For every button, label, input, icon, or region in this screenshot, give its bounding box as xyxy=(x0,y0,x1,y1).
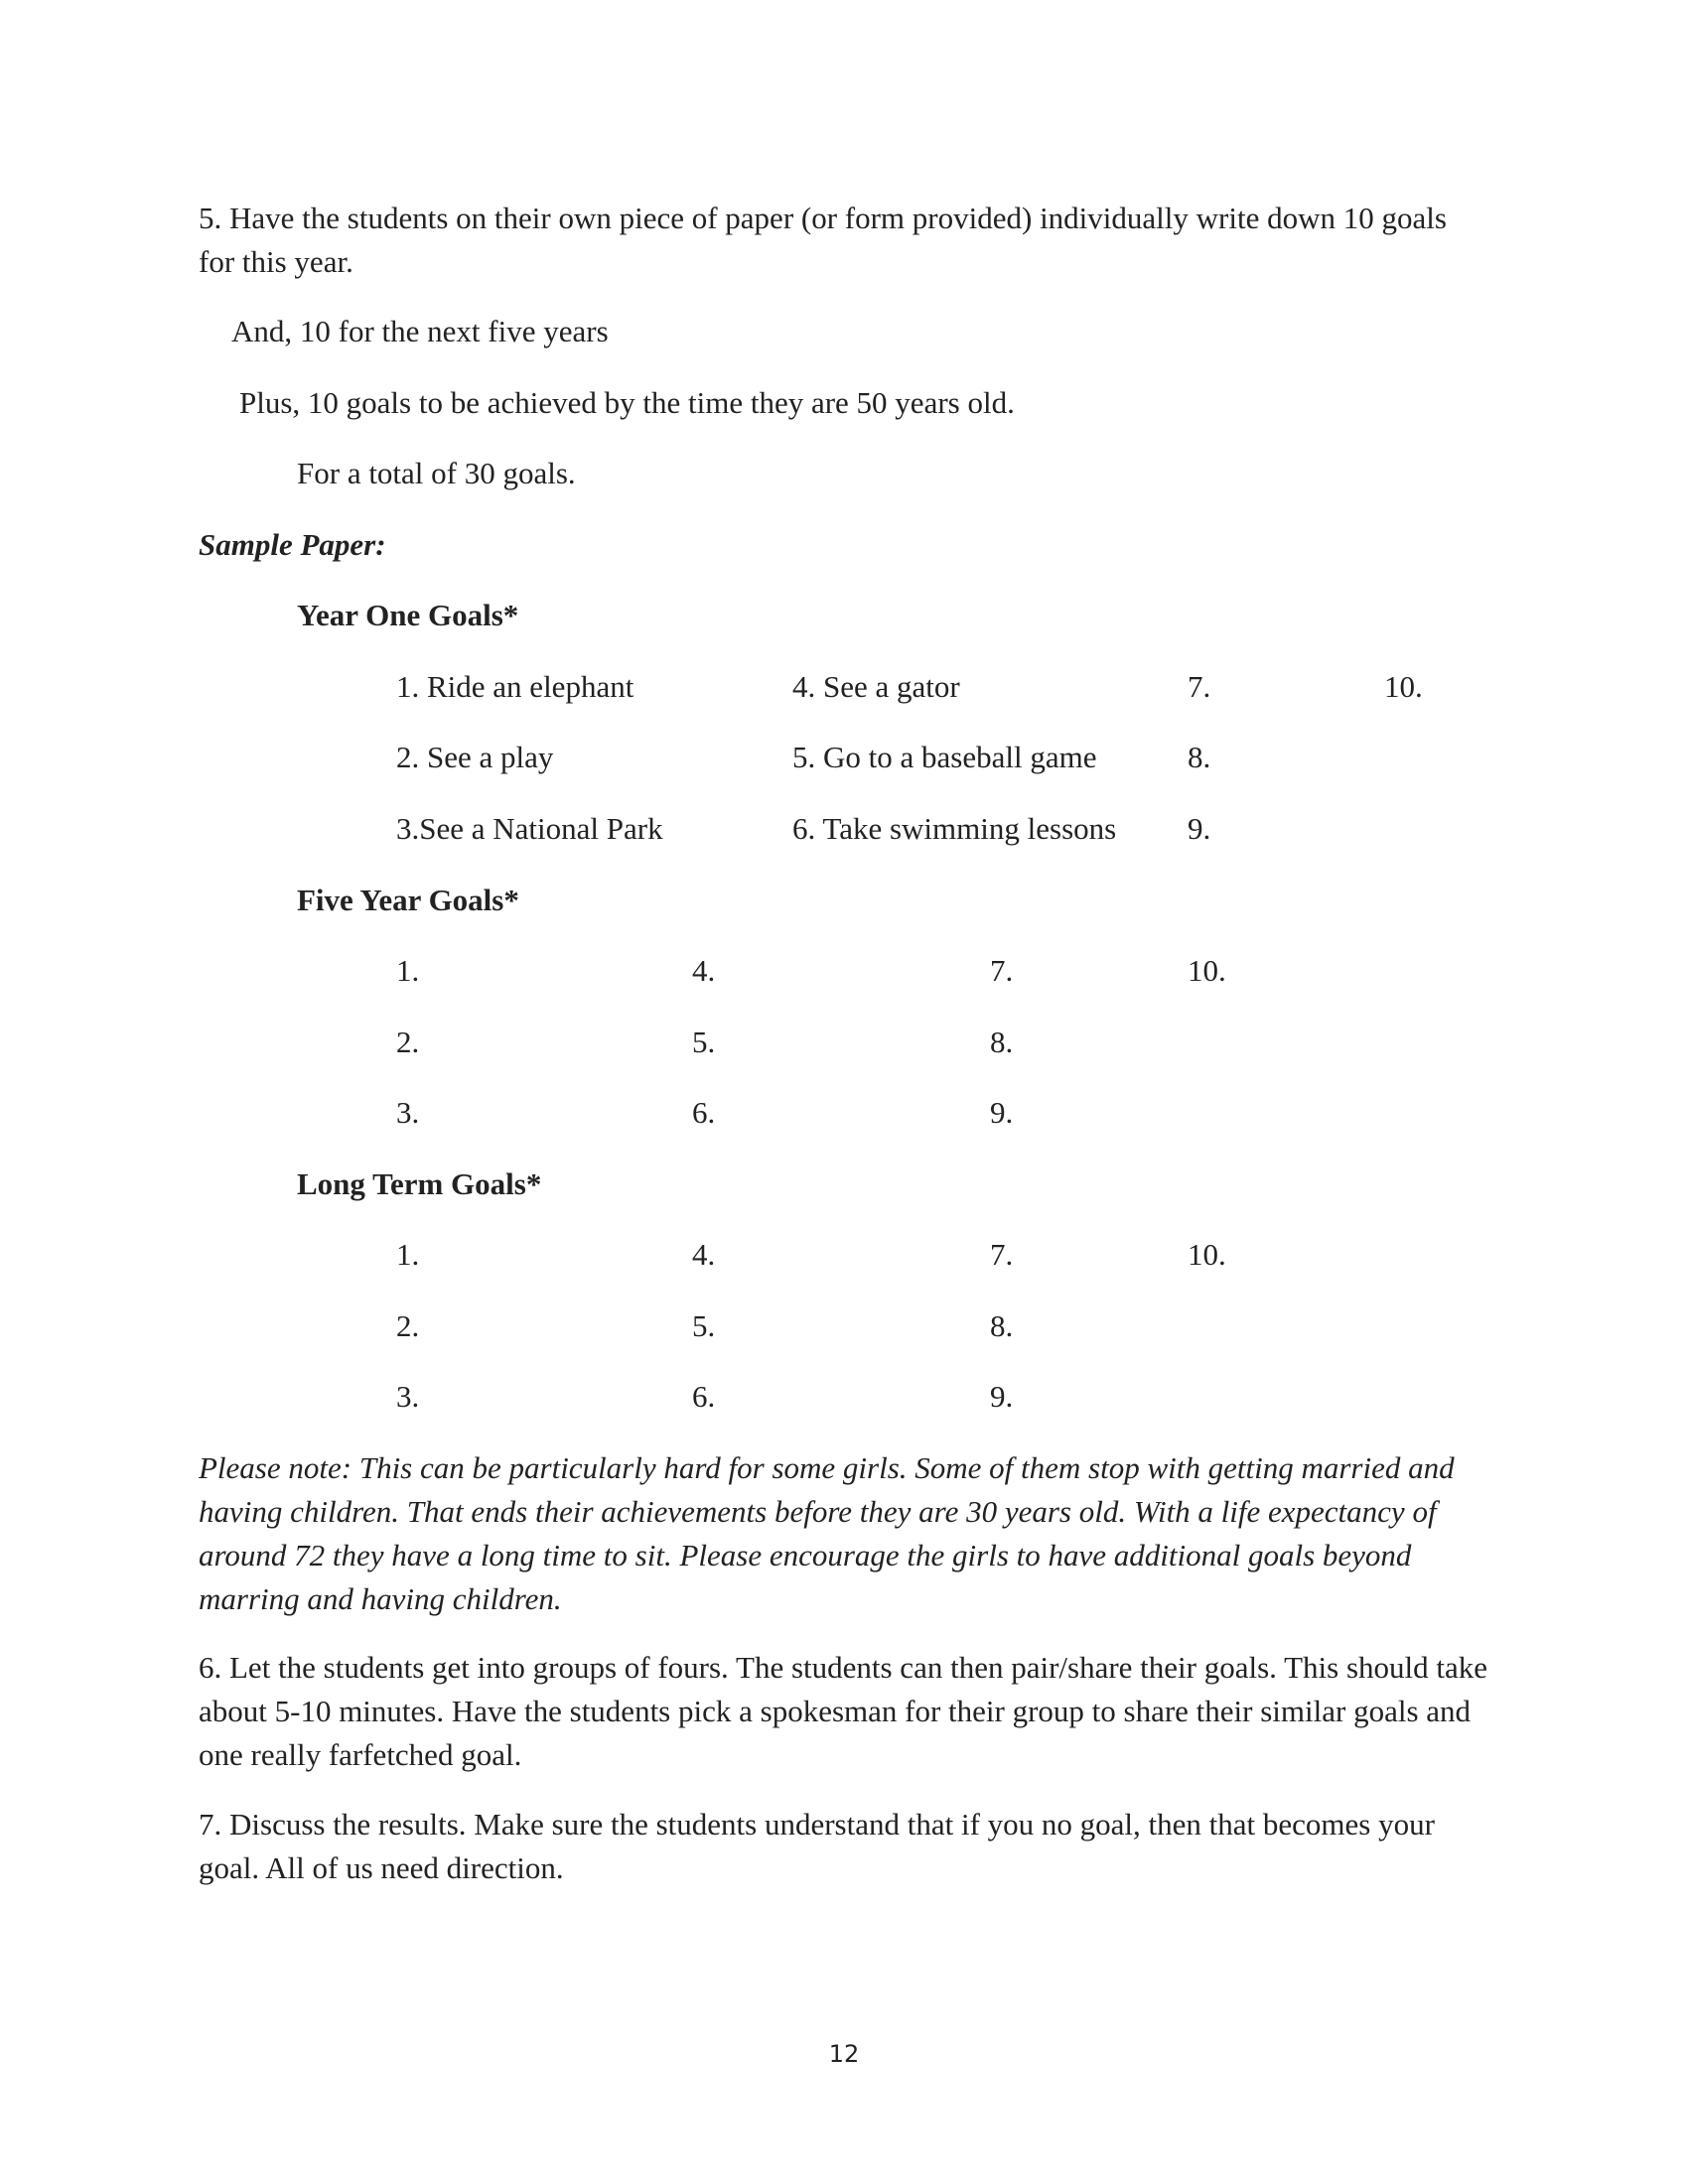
year-one-goal-1: 1. Ride an elephant xyxy=(396,669,634,704)
five-year-goals-heading: Five Year Goals* xyxy=(297,883,519,917)
page-number: 12 xyxy=(828,2040,860,2068)
step-6-paragraph: 6. Let the students get into groups of fours. The students can then pair/share their goals. This should take about 5-10 minutes. Have the students pick a spokesman for their group to share their similar goals and one really farfetched goal. xyxy=(199,1650,1488,1772)
long-term-goal-4: 4. xyxy=(692,1237,716,1272)
long-term-goal-7: 7. xyxy=(990,1237,1014,1272)
year-one-goal-6: 6. Take swimming lessons xyxy=(792,811,1117,846)
sample-paper-label: Sample Paper: xyxy=(199,527,386,562)
five-year-goal-9: 9. xyxy=(990,1095,1014,1130)
year-one-goal-3: 3.See a National Park xyxy=(396,811,663,846)
long-term-goal-6: 6. xyxy=(692,1379,716,1414)
year-one-goal-2: 2. See a play xyxy=(396,740,554,774)
step-5-paragraph: 5. Have the students on their own piece of paper (or form provided) individually write down 10 goals for this year. xyxy=(199,201,1447,279)
long-term-goal-8: 8. xyxy=(990,1308,1014,1343)
long-term-goal-1: 1. xyxy=(396,1237,420,1272)
long-term-goal-2: 2. xyxy=(396,1308,420,1343)
please-note-paragraph: Please note: This can be particularly hard for some girls. Some of them stop with getting married and having children. That ends their achievements before they are 30 years old. With a life expectancy of around 72 they have a long time to sit. Please encourage the girls to have additional goals beyond marring and having children. xyxy=(199,1450,1455,1616)
long-term-goal-10: 10. xyxy=(1188,1237,1226,1272)
five-year-goal-6: 6. xyxy=(692,1095,716,1130)
year-one-goal-10: 10. xyxy=(1384,669,1423,704)
five-year-goal-1: 1. xyxy=(396,953,420,988)
five-year-goal-10: 10. xyxy=(1188,953,1226,988)
year-one-goal-4: 4. See a gator xyxy=(792,669,960,704)
fifty-years-line: Plus, 10 goals to be achieved by the time they are 50 years old. xyxy=(239,385,1015,420)
long-term-goal-9: 9. xyxy=(990,1379,1014,1414)
total-goals-line: For a total of 30 goals. xyxy=(297,456,576,490)
year-one-goal-9: 9. xyxy=(1188,811,1211,846)
next-five-years-line: And, 10 for the next five years xyxy=(231,314,609,348)
long-term-goal-3: 3. xyxy=(396,1379,420,1414)
long-term-goal-5: 5. xyxy=(692,1308,716,1343)
five-year-goal-5: 5. xyxy=(692,1024,716,1059)
five-year-goal-7: 7. xyxy=(990,953,1014,988)
year-one-goal-5: 5. Go to a baseball game xyxy=(792,740,1097,774)
long-term-goals-heading: Long Term Goals* xyxy=(297,1166,542,1201)
five-year-goal-4: 4. xyxy=(692,953,716,988)
five-year-goal-2: 2. xyxy=(396,1024,420,1059)
step-7-paragraph: 7. Discuss the results. Make sure the students understand that if you no goal, then that becomes your goal. All of us need direction. xyxy=(199,1807,1435,1885)
five-year-goal-3: 3. xyxy=(396,1095,420,1130)
year-one-goal-7: 7. xyxy=(1188,669,1211,704)
five-year-goal-8: 8. xyxy=(990,1024,1014,1059)
year-one-goals-heading: Year One Goals* xyxy=(297,598,519,632)
year-one-goal-8: 8. xyxy=(1188,740,1211,774)
